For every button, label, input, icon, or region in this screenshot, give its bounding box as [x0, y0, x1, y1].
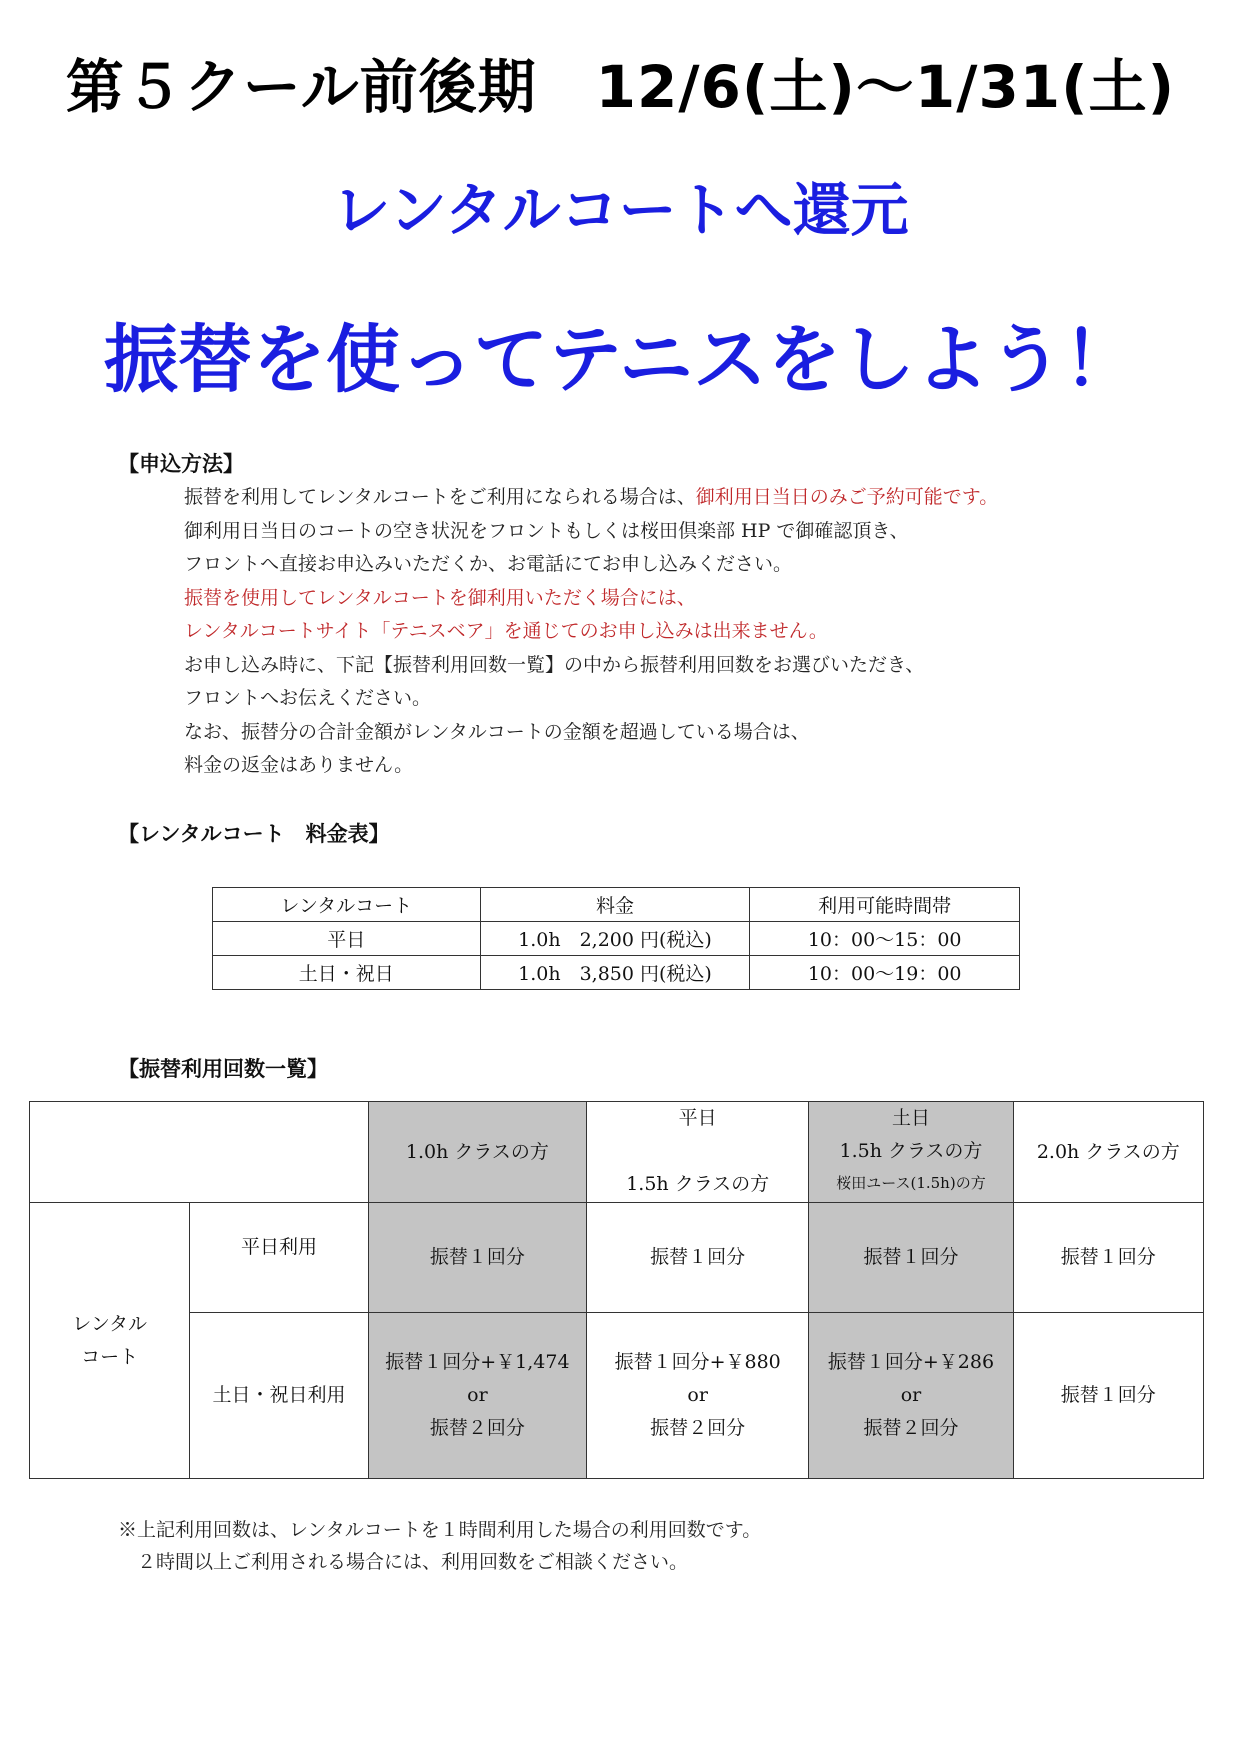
cell-line: 振替１回分+￥880	[614, 1351, 781, 1373]
cell-line: 振替２回分	[863, 1417, 959, 1439]
application-line: 料金の返金はありません。	[184, 754, 414, 776]
page-headline: 振替を使ってテニスをしよう！	[103, 317, 1138, 403]
rate-header-cell: 料金	[480, 888, 750, 922]
page-title: 第５クール前後期 12/6(土)～1/31(土)	[65, 53, 1176, 121]
row-group-line: レンタル	[72, 1312, 148, 1335]
row-group-line: コート	[81, 1345, 139, 1368]
rate-cell: 1.0h 3,850 円(税込)	[480, 956, 750, 990]
cell-line: 振替１回分+￥1,474	[385, 1351, 570, 1373]
application-line: レンタルコートサイト「テニスベア」を通じてのお申し込みは出来ません。	[184, 620, 828, 642]
rate-table	[212, 887, 1020, 990]
transfer-cell	[587, 1313, 809, 1479]
application-line: フロントへ直接お申込みいただくか、お電話にてお申し込みください。	[184, 553, 793, 575]
rate-header-cell: レンタルコート	[213, 888, 481, 922]
row-group-label	[30, 1203, 190, 1479]
row-label-weekend: 土日・祝日利用	[190, 1313, 368, 1479]
rate-cell: 1.0h 2,200 円(税込)	[480, 922, 750, 956]
rate-header-cell: 利用可能時間帯	[750, 888, 1020, 922]
col-header-1h	[368, 1102, 586, 1203]
transfer-cell	[809, 1313, 1013, 1479]
footnote-line: ※上記利用回数は、レンタルコートを１時間利用した場合の利用回数です。	[118, 1519, 762, 1541]
rate-heading: 【レンタルコート 料金表】	[118, 822, 390, 846]
col-header-label: 2.0h クラスの方	[1036, 1140, 1180, 1163]
application-line: お申し込み時に、下記【振替利用回数一覧】の中から振替利用回数をお選びいただき、	[184, 653, 925, 676]
rate-cell: 10：00～15：00	[750, 922, 1020, 956]
cell-line: 振替１回分+￥286	[827, 1351, 995, 1373]
col-header-label: 1.5h クラスの方	[839, 1140, 983, 1162]
col-header-2h	[1013, 1102, 1203, 1203]
col-header-label: 1.5h クラスの方	[626, 1173, 770, 1195]
cell-line: 振替１回分	[1060, 1384, 1156, 1406]
rate-cell: 10：00～19：00	[750, 956, 1020, 990]
footnote	[118, 1514, 761, 1578]
transfer-cell: 振替１回分	[368, 1203, 586, 1313]
col-header-weekend	[809, 1102, 1013, 1203]
application-line: フロントへお伝えください。	[184, 687, 432, 709]
transfer-cell	[368, 1313, 586, 1479]
weekend-label: 土日	[891, 1107, 930, 1129]
application-heading: 【申込方法】	[118, 452, 244, 476]
row-label-weekday: 平日利用	[190, 1203, 368, 1313]
col-header-weekday	[587, 1102, 809, 1203]
transfer-heading: 【振替利用回数一覧】	[118, 1057, 328, 1081]
col-header-sublabel: 桜田ユース(1.5h)の方	[836, 1174, 986, 1192]
page-subtitle: レンタルコートへ還元	[332, 176, 909, 244]
cell-line: or	[900, 1384, 922, 1406]
weekday-label: 平日	[678, 1107, 717, 1129]
application-line: なお、振替分の合計金額がレンタルコートの金額を超過している場合は、	[184, 720, 810, 743]
transfer-cell: 振替１回分	[1013, 1203, 1203, 1313]
cell-line: 振替２回分	[650, 1417, 746, 1439]
transfer-cell	[1013, 1313, 1203, 1479]
col-header-label: 1.0h クラスの方	[405, 1140, 549, 1163]
application-body	[184, 481, 1184, 783]
cell-line: or	[467, 1384, 488, 1406]
transfer-cell: 振替１回分	[809, 1203, 1013, 1313]
transfer-table	[29, 1101, 1204, 1479]
footnote-line: ２時間以上ご利用される場合には、利用回数をご相談ください。	[118, 1551, 689, 1573]
transfer-cell: 振替１回分	[587, 1203, 809, 1313]
application-line: 御利用日当日のコートの空き状況をフロントもしくは桜田倶楽部 HP で御確認頂き、	[184, 519, 909, 542]
rate-cell: 土日・祝日	[213, 956, 481, 990]
blank-corner-cell	[30, 1102, 369, 1203]
cell-line: or	[687, 1384, 708, 1406]
rate-cell: 平日	[213, 922, 481, 956]
application-line: 振替を利用してレンタルコートをご利用になられる場合は、御利用日当日のみご予約可能です。	[184, 486, 999, 508]
cell-line: 振替２回分	[429, 1417, 525, 1439]
application-line: 振替を使用してレンタルコートを御利用いただく場合には、	[184, 586, 696, 609]
